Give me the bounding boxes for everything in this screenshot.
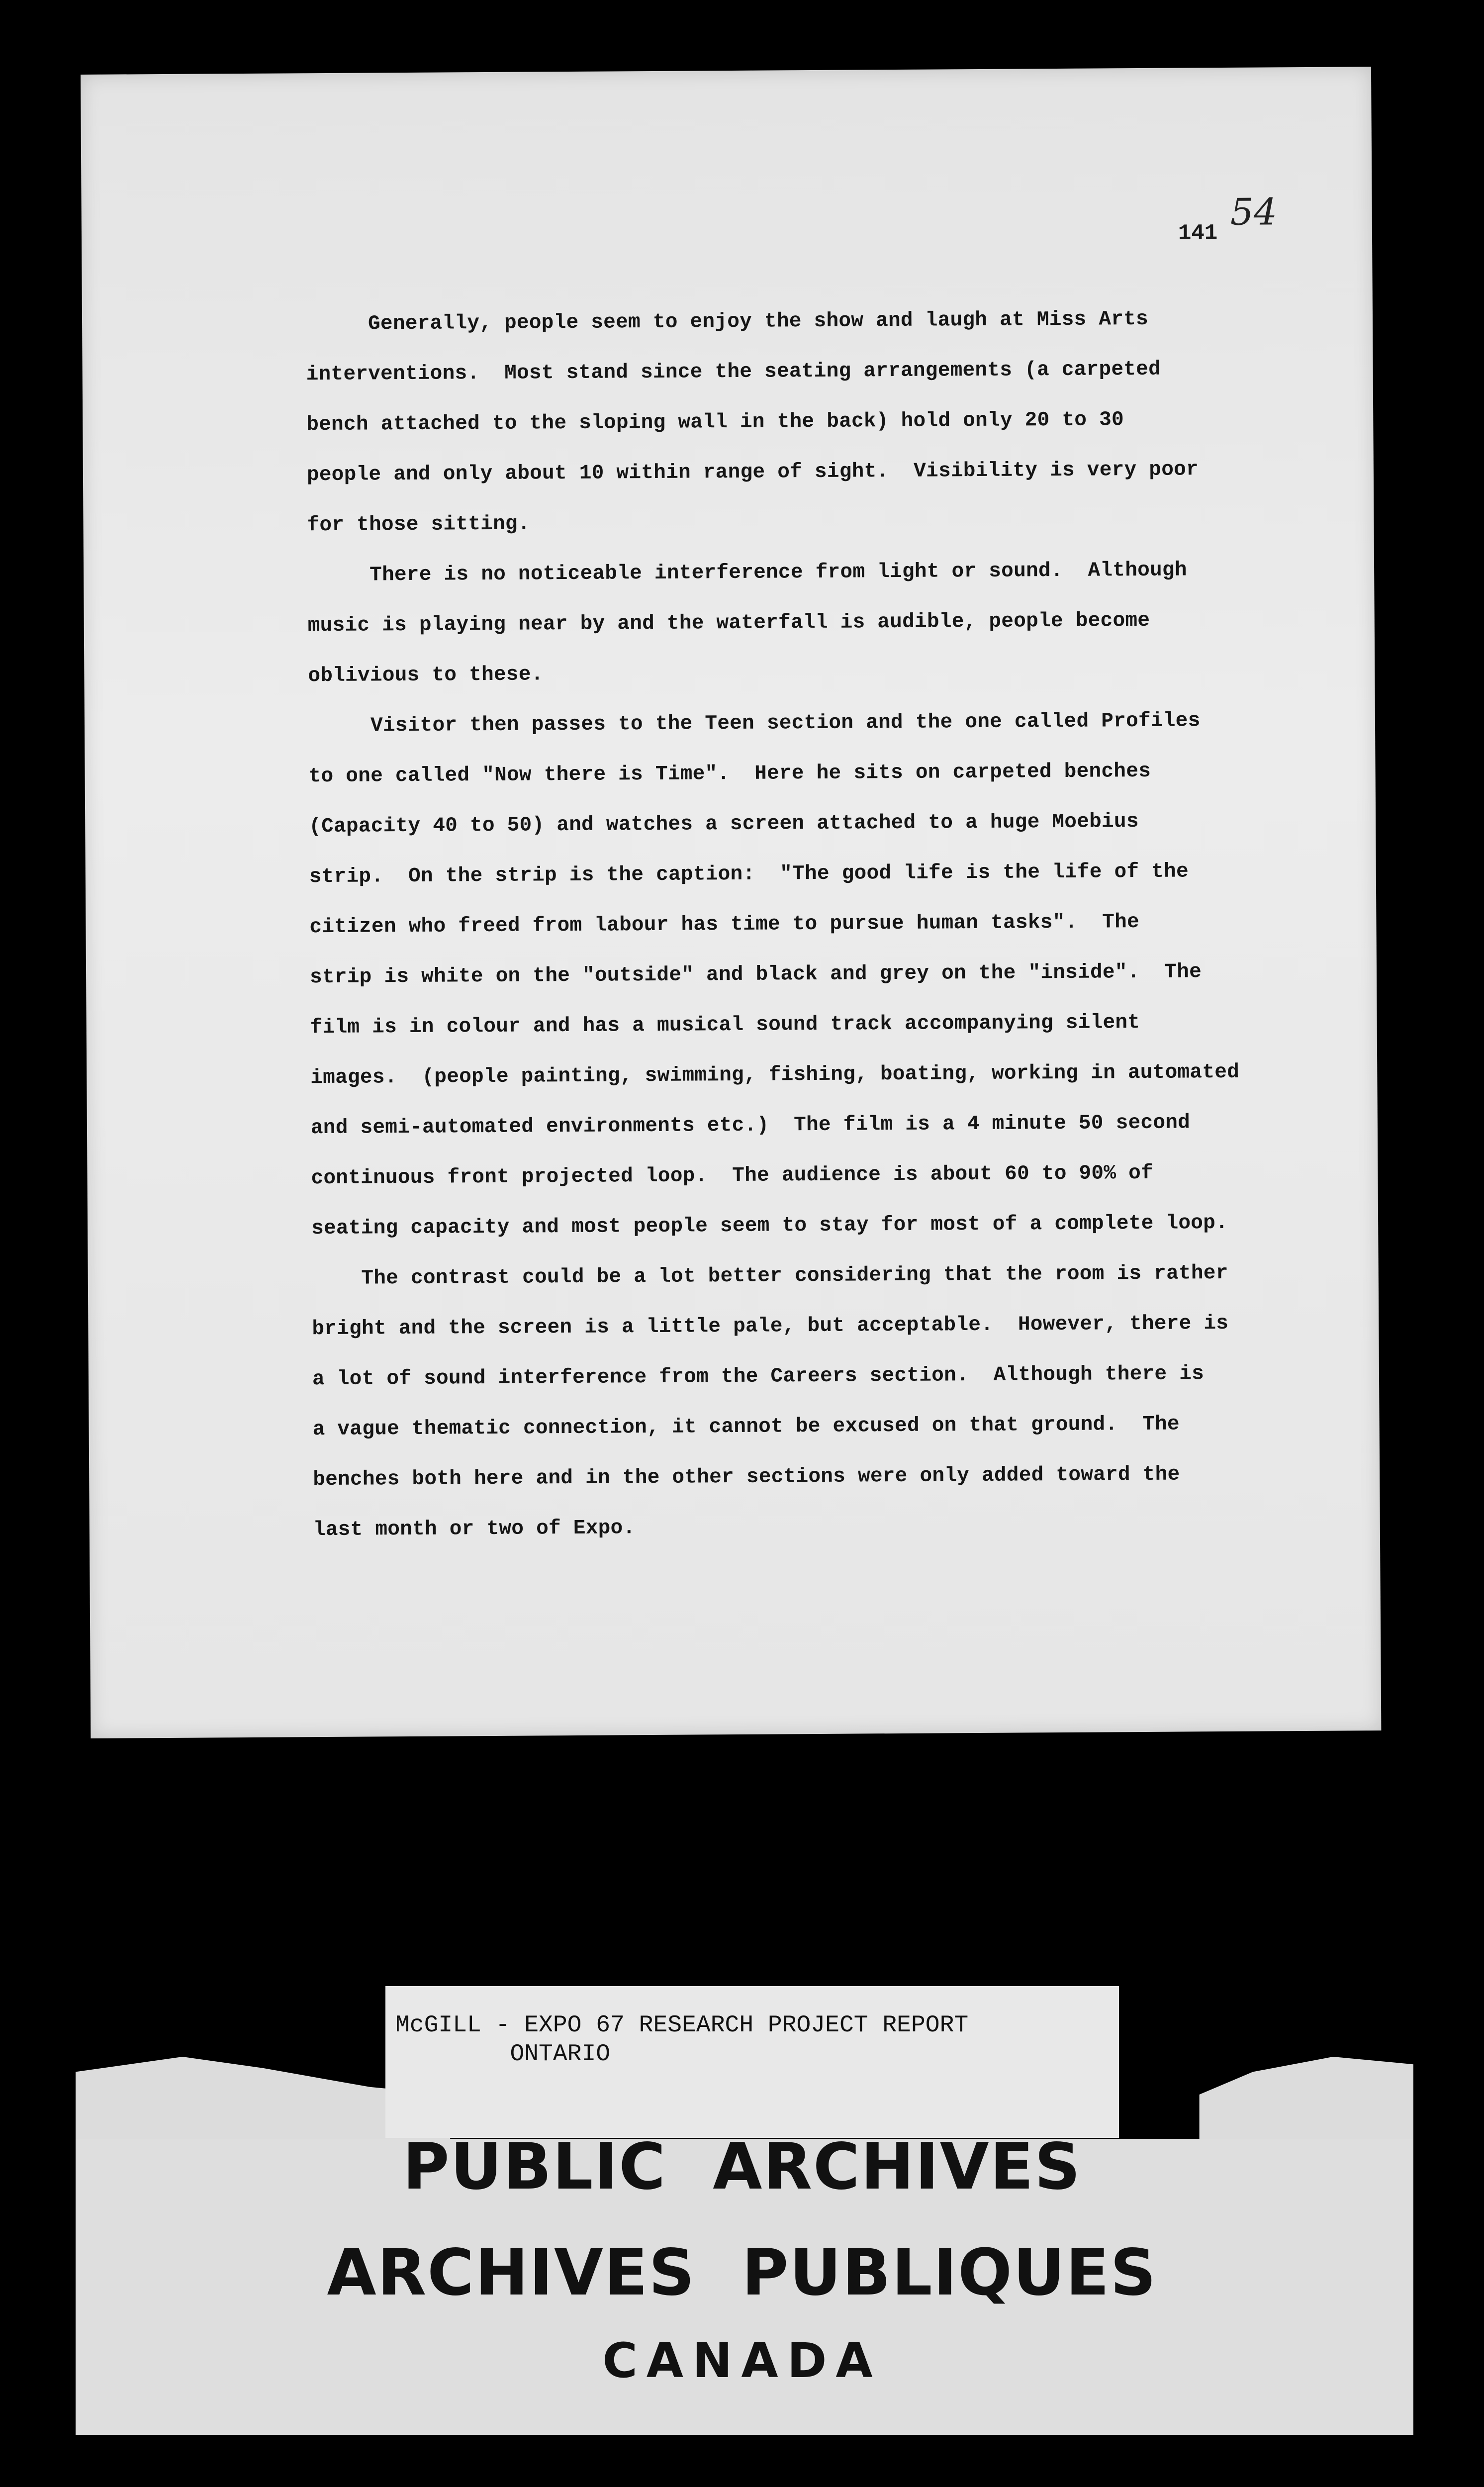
paragraph-1 bbox=[306, 293, 1362, 551]
report-label-line-2: ONTARIO bbox=[395, 2041, 611, 2068]
text-line: film is in colour and has a musical sound track accompanying silent bbox=[310, 1011, 1140, 1040]
stamp-canada: CANADA bbox=[602, 2333, 882, 2389]
text-line: continuous front projected loop. The audience is about 60 to 90% of bbox=[311, 1161, 1154, 1190]
text-line: citizen who freed from labour has time to pursue human tasks". The bbox=[309, 911, 1140, 939]
paragraph-3 bbox=[308, 695, 1368, 1555]
page-number: 141 bbox=[1178, 221, 1218, 246]
text-line: bench attached to the sloping wall in the back) hold only 20 to 30 bbox=[306, 408, 1124, 437]
handwritten-page-mark: 54 bbox=[1230, 191, 1278, 234]
body-text bbox=[306, 293, 1368, 1555]
text-line: benches both here and in the other sections were only added toward the bbox=[313, 1463, 1180, 1492]
report-label bbox=[395, 2011, 968, 2069]
text-line: people and only about 10 within range of sight. Visibility is very poor bbox=[306, 458, 1199, 487]
text-line: strip is white on the "outside" and black and grey on the "inside". The bbox=[309, 960, 1202, 989]
stamp-public-archives: PUBLIC ARCHIVES bbox=[402, 2130, 1082, 2204]
text-line: for those sitting. bbox=[307, 512, 530, 537]
text-line: seating capacity and most people seem to stay for most of a complete loop. bbox=[311, 1211, 1228, 1241]
text-line: The contrast could be a lot better considering that the room is rather bbox=[311, 1261, 1228, 1291]
text-line: (Capacity 40 to 50) and watches a screen attached to a huge Moebius bbox=[309, 810, 1139, 839]
text-line: oblivious to these. bbox=[308, 663, 544, 688]
text-line: music is playing near by and the waterfall is audible, people become bbox=[307, 609, 1150, 638]
text-line: bright and the screen is a little pale, but acceptable. However, there is bbox=[312, 1312, 1229, 1341]
text-line: a lot of sound interference from the Careers section. Although there is bbox=[312, 1362, 1205, 1391]
text-line: last month or two of Expo. bbox=[313, 1517, 636, 1542]
text-line: strip. On the strip is the caption: "The good life is the life of the bbox=[309, 860, 1189, 889]
report-label-line-1: McGILL - EXPO 67 RESEARCH PROJECT REPORT bbox=[395, 2012, 969, 2039]
paragraph-2 bbox=[307, 544, 1363, 701]
text-line: a vague thematic connection, it cannot be excused on that ground. The bbox=[312, 1413, 1180, 1441]
text-line: Generally, people seem to enjoy the show and laugh at Miss Arts bbox=[368, 307, 1149, 336]
report-label-card bbox=[385, 1986, 1119, 2138]
text-line: Visitor then passes to the Teen section and the one called Profiles bbox=[370, 709, 1201, 738]
text-line: There is no noticeable interference from light or sound. Although bbox=[370, 559, 1187, 587]
stamp-archives-publiques: ARCHIVES PUBLIQUES bbox=[327, 2236, 1157, 2310]
text-line: to one called "Now there is Time". Here he sits on carpeted benches bbox=[308, 760, 1151, 788]
text-line: interventions. Most stand since the seating arrangements (a carpeted bbox=[306, 358, 1161, 386]
text-line: and semi-automated environments etc.) The film is a 4 minute 50 second bbox=[310, 1111, 1191, 1140]
text-line: images. (people painting, swimming, fishing, boating, working in automated bbox=[310, 1060, 1240, 1090]
document-page bbox=[81, 67, 1381, 1738]
